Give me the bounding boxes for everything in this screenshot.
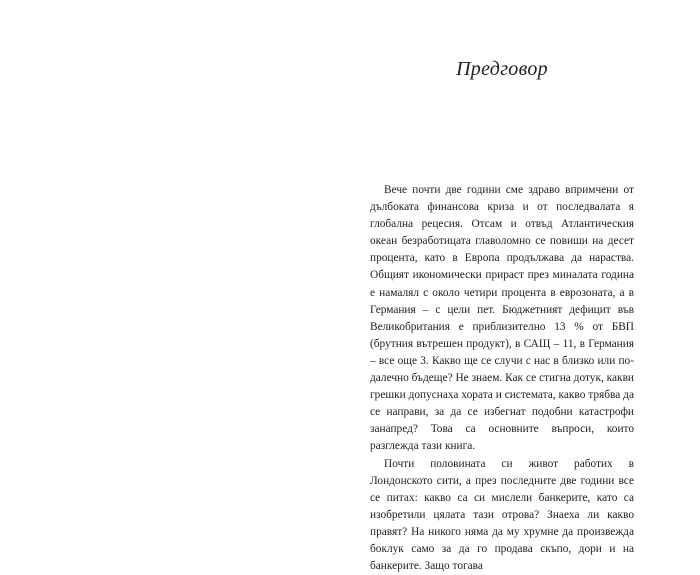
chapter-title: Предговор (374, 58, 630, 81)
paragraph-1: Вече почти две години сме здраво впримчени от дълбоката финансова криза и от последвалата я глобална рецесия. Отсам и отвъд Атлантическия океан безработицата главоломно се повиши на десет процента, като в Европа продължава да нараства. Общият икономически прираст през миналата година е намалял с около четири процента в еврозоната, а в Германия – с цели пет. Бюджетният дефицит във Великобритания е приблизително 13 % от БВП (брутния вътрешен продукт), в САЩ – 11, в Германия – все още 3. Какво ще се случи с нас в близко или по-далечно бъдеще? Не знаем. Как се стигна дотук, какви грешки допуснаха хората и системата, какво трябва да се направи, за да се избегнат подобни катастрофи занапред? Това са основните въпроси, които разглежда тази книга. (370, 182, 634, 456)
paragraph-2: Почти половината си живот работих в Лондонското сити, а през последните две години все се питах: какво са си мислели банкерите, като са изобретили цялата тази отрова? Знаеха ли какво правят? На никого няма да му хрумне да произвежда боклук само за да го продава скъпо, дори и на банкерите. Защо тогава (370, 456, 634, 575)
body-text (370, 182, 634, 575)
